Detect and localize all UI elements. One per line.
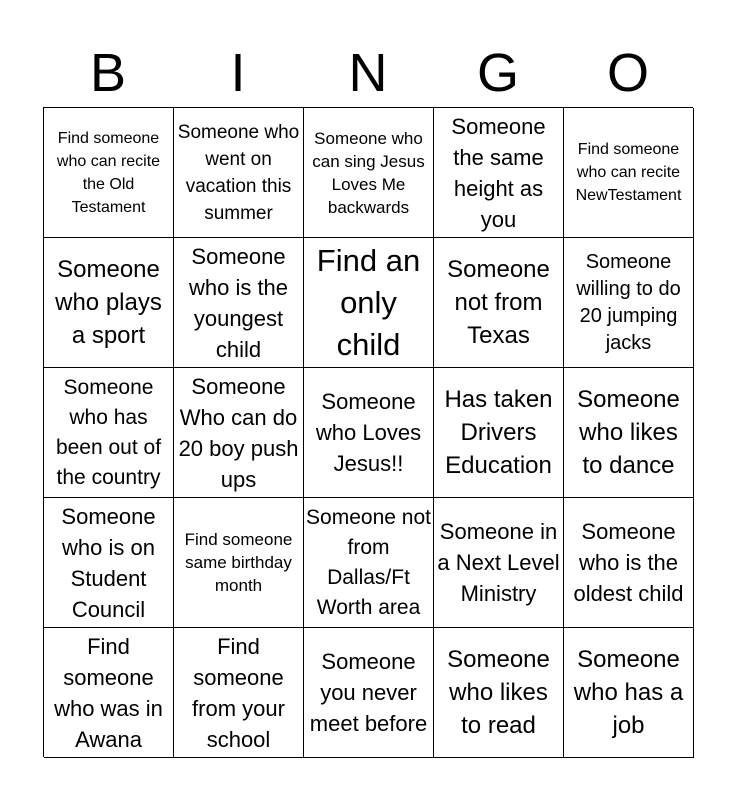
cell-text: Someone who can sing Jesus Loves Me backwards [312,128,425,217]
cell-text: Someone Who can do 20 boy push ups [178,373,299,492]
cell-text: Someone the same height as you [451,113,546,232]
bingo-cell [174,368,304,498]
bingo-cell [564,108,694,238]
bingo-cell [174,238,304,368]
bingo-cell [304,368,434,498]
cell-text: Find someone who was in Awana [54,633,163,752]
bingo-cell [44,238,174,368]
cell-text: Find someone from your school [192,633,285,752]
bingo-cell [174,498,304,628]
cell-text: Someone you never meet before [309,649,428,736]
bingo-cell [44,368,174,498]
bingo-cell [564,628,694,758]
bingo-header [43,40,693,106]
bingo-cell [304,238,434,368]
cell-text: Someone who plays a sport [55,256,162,349]
bingo-cell [304,628,434,758]
header-letter-o: O [606,43,649,103]
bingo-cell [434,498,564,628]
bingo-cell [174,628,304,758]
bingo-cell [44,628,174,758]
bingo-cell [564,238,694,368]
cell-text: Someone who has been out of the country [55,375,162,489]
cell-text: Find someone who can recite NewTestament [575,141,682,204]
bingo-cell [174,108,304,238]
cell-text: Someone who likes to read [447,646,550,739]
header-letter-b: B [89,43,127,103]
bingo-cell [434,628,564,758]
cell-text: Someone who went on vacation this summer [177,121,300,224]
cell-text: Someone who likes to dance [577,386,680,479]
bingo-cell [44,108,174,238]
cell-text: Find someone same birthday month [184,530,293,595]
cell-text: Find someone who can recite the Old Testament [56,129,161,216]
cell-text: Find an only child [316,242,421,362]
bingo-cell [434,368,564,498]
bingo-cell [564,368,694,498]
cell-text: Someone who has a job [573,646,684,739]
cell-text: Someone not from Dallas/Ft Worth area [306,505,431,619]
header-letter-g: G [476,43,519,103]
cell-text: Someone not from Texas [447,256,550,349]
bingo-grid [43,107,693,757]
cell-text: Someone who is the youngest child [188,243,289,362]
cell-text: Someone who is the oldest child [573,519,684,606]
bingo-cell [44,498,174,628]
bingo-cell [564,498,694,628]
bingo-cell [304,108,434,238]
bingo-cell [304,498,434,628]
bingo-cell [434,238,564,368]
cell-text: Has taken Drivers Education [444,386,553,479]
cell-text: Someone who is on Student Council [61,503,156,622]
cell-text: Someone in a Next Level Ministry [437,519,560,606]
cell-text: Someone who Loves Jesus!! [315,389,422,476]
cell-text: Someone willing to do 20 jumping jacks [576,250,681,354]
bingo-cell [434,108,564,238]
header-letter-i: I [230,43,246,103]
header-letter-n: N [348,43,388,103]
